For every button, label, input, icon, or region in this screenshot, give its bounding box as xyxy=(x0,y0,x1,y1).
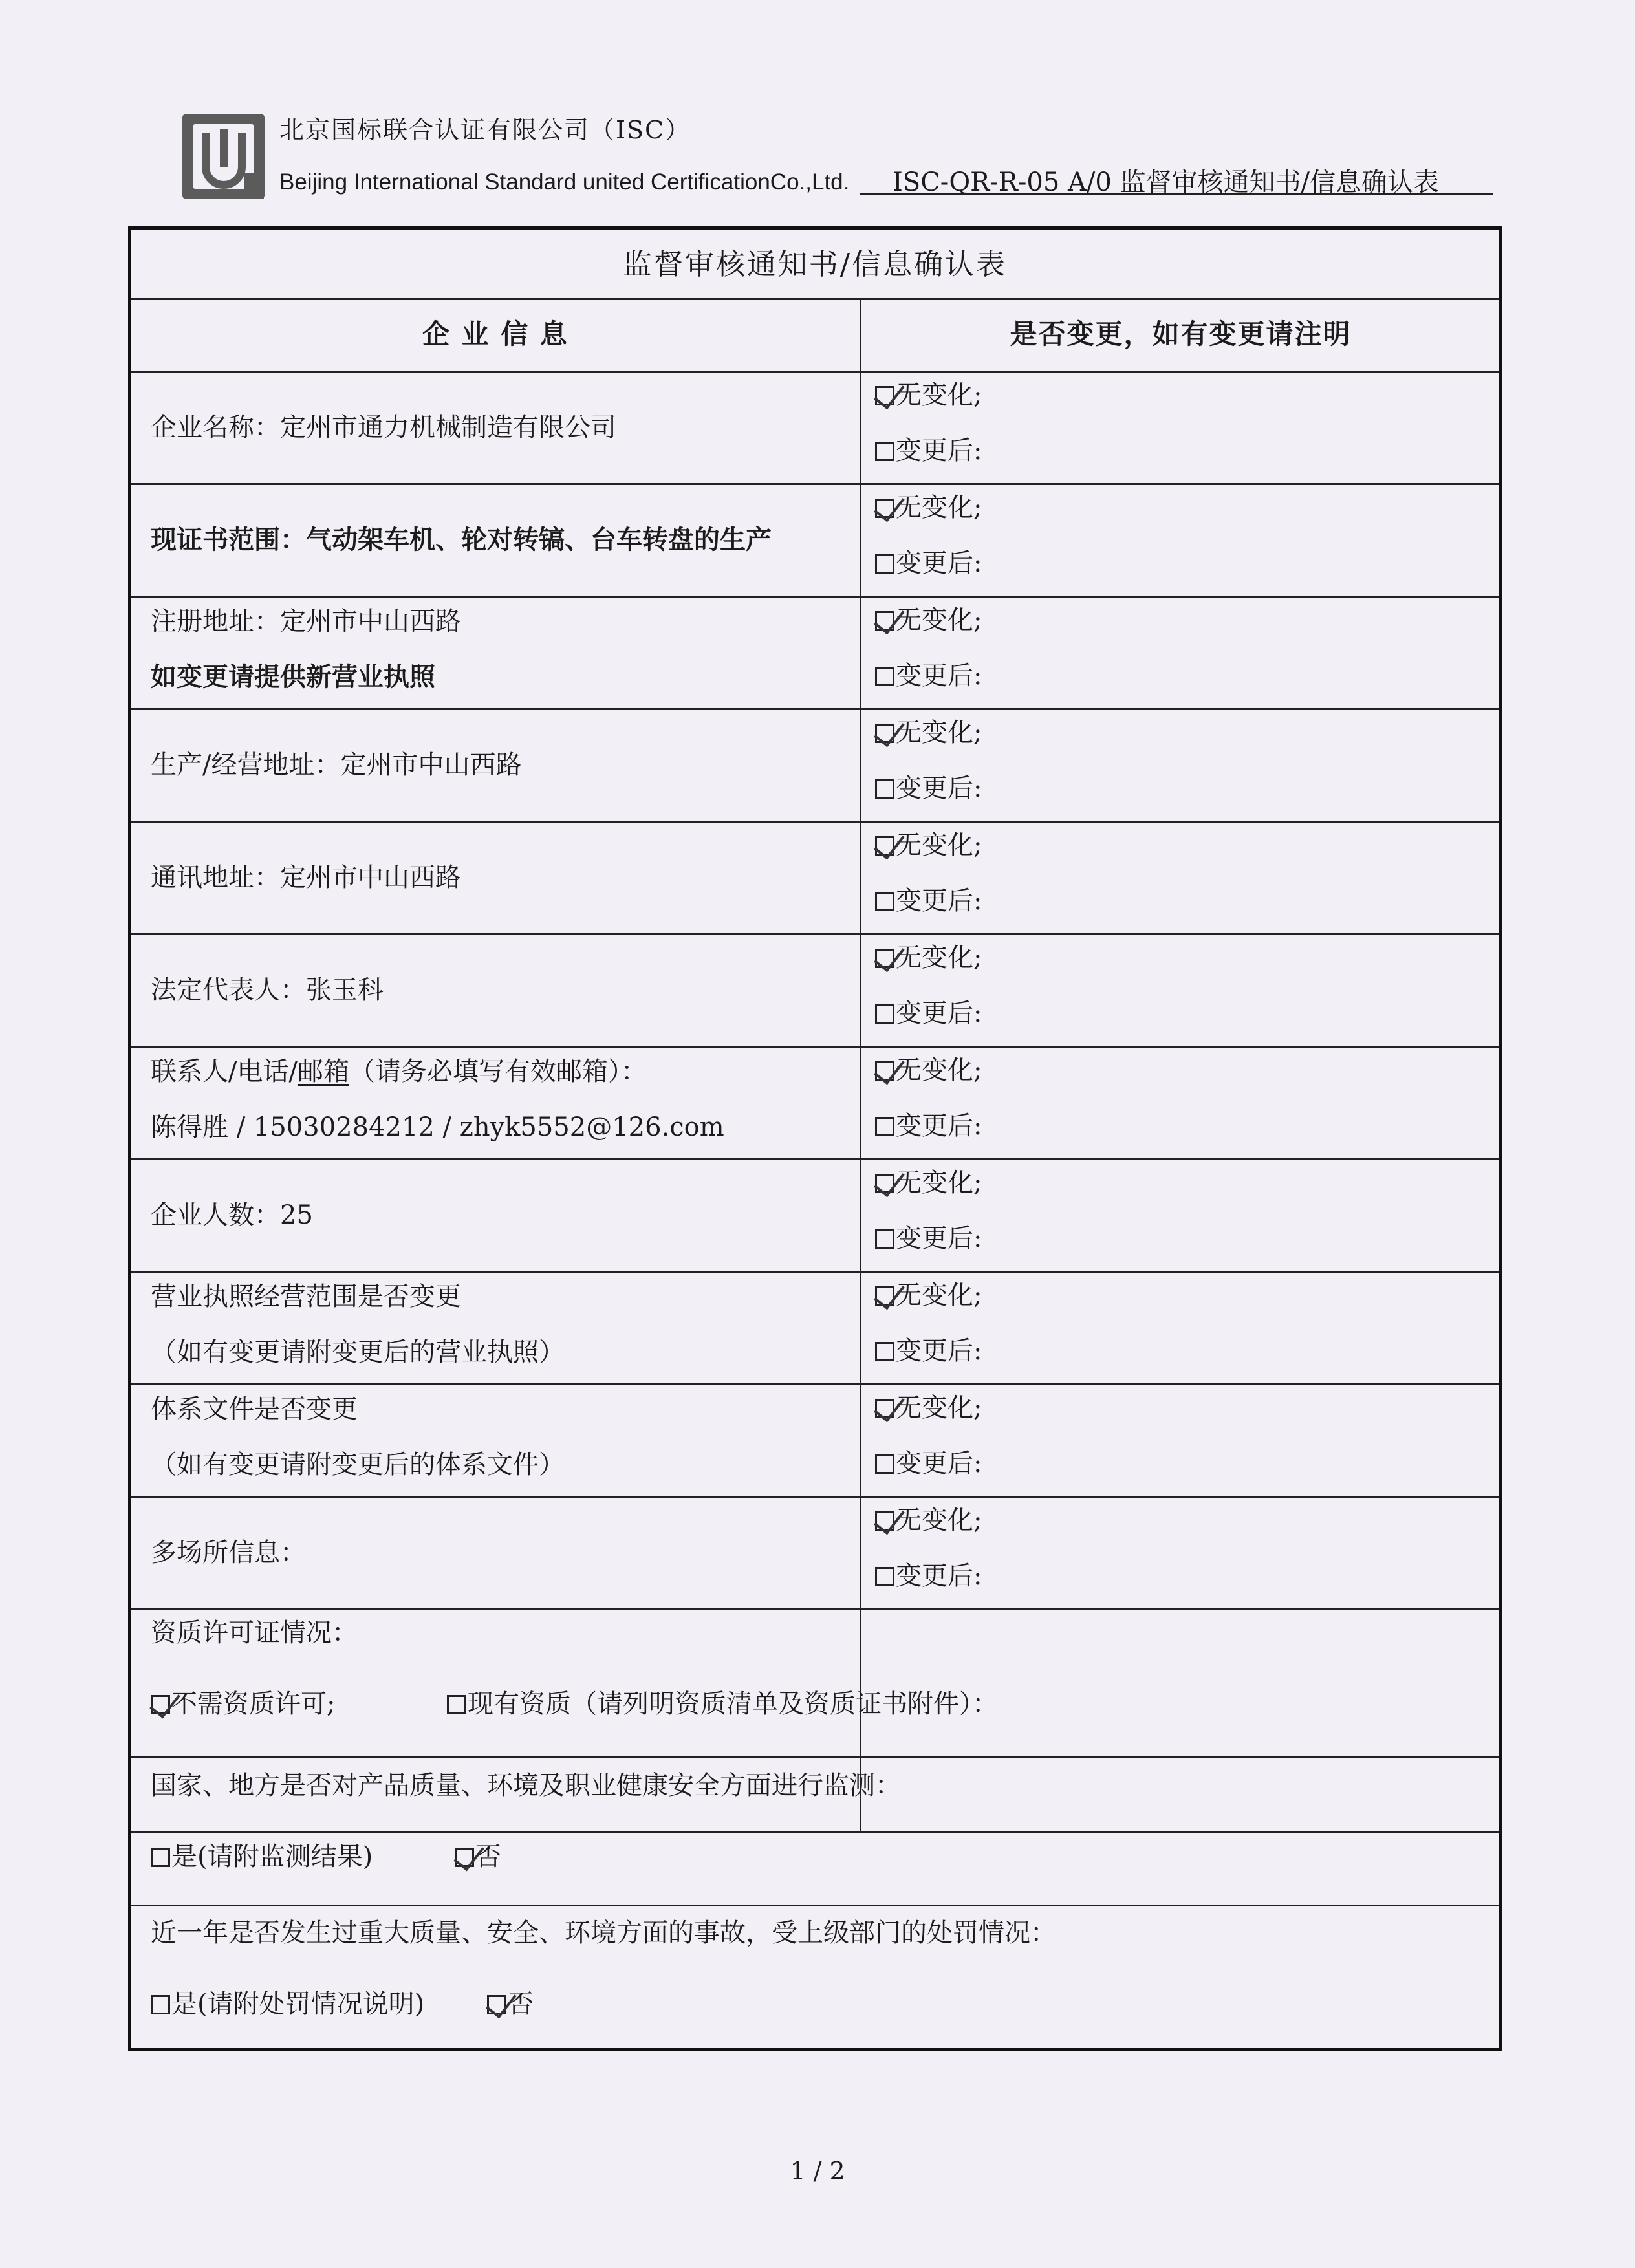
row-divider xyxy=(131,1905,1499,1906)
form-title: 监督审核通知书/信息确认表 xyxy=(622,247,1008,281)
unchanged-option[interactable]: 无变化; xyxy=(875,495,982,521)
unchanged-option[interactable]: 无变化; xyxy=(875,1282,982,1308)
checkbox-icon[interactable] xyxy=(875,499,894,518)
monitoring-title: 国家、地方是否对产品质量、环境及职业健康安全方面进行监测： xyxy=(151,1771,901,1800)
checkbox-icon[interactable] xyxy=(875,836,894,856)
changed-option[interactable]: 变更后: xyxy=(875,1563,982,1589)
has-qualification-option[interactable]: 现有资质（请列明资质清单及资质证书附件）： xyxy=(447,1691,998,1717)
incidents-yes-option[interactable]: 是(请附处罚情况说明) xyxy=(151,1991,424,2017)
unchanged-option[interactable]: 无变化; xyxy=(875,1057,982,1083)
checkbox-icon[interactable] xyxy=(875,1399,894,1418)
company-name: 企业名称：定州市通力机械制造有限公司 xyxy=(151,413,616,442)
monitoring-no-option[interactable]: 否 xyxy=(455,1844,501,1870)
row-divider xyxy=(131,1608,1499,1610)
checkbox-icon[interactable] xyxy=(487,1995,506,2014)
checkbox-icon[interactable] xyxy=(875,442,894,461)
certificate-scope: 现证书范围：气动架车机、轮对转镐、台车转盘的生产 xyxy=(151,524,772,555)
checkbox-icon[interactable] xyxy=(875,386,894,405)
checkbox-icon[interactable] xyxy=(875,1567,894,1586)
changed-option[interactable]: 变更后: xyxy=(875,1113,982,1139)
header-rule xyxy=(860,193,1493,195)
qualification-title: 资质许可证情况： xyxy=(151,1618,358,1648)
checkbox-icon[interactable] xyxy=(875,611,894,631)
checkbox-icon[interactable] xyxy=(875,1454,894,1474)
multi-site-info: 多场所信息： xyxy=(151,1538,306,1568)
system-docs-change: 体系文件是否变更 xyxy=(151,1394,358,1424)
checkbox-icon[interactable] xyxy=(875,1511,894,1531)
registered-address: 注册地址：定州市中山西路 xyxy=(151,607,461,636)
column-header-company-info: 企 业 信 息 xyxy=(422,318,568,350)
column-header-change: 是否变更，如有变更请注明 xyxy=(1010,318,1352,350)
changed-option[interactable]: 变更后: xyxy=(875,1451,982,1476)
business-address: 生产/经营地址：定州市中山西路 xyxy=(151,750,522,780)
row-divider xyxy=(131,1831,1499,1833)
column-divider xyxy=(860,298,861,1831)
checkbox-icon[interactable] xyxy=(875,892,894,911)
row-divider xyxy=(131,1271,1499,1273)
row-divider xyxy=(131,708,1499,710)
checkbox-icon[interactable] xyxy=(151,1695,170,1714)
no-qualification-option[interactable]: 不需资质许可; xyxy=(151,1691,335,1717)
unchanged-option[interactable]: 无变化; xyxy=(875,382,982,408)
contact-info: 陈得胜 / 15030284212 / zhyk5552@126.com xyxy=(151,1112,724,1142)
system-docs-note: （如有变更请附变更后的体系文件） xyxy=(151,1450,565,1480)
checkbox-icon[interactable] xyxy=(875,1004,894,1024)
incidents-title: 近一年是否发生过重大质量、安全、环境方面的事故，受上级部门的处罚情况： xyxy=(151,1918,1056,1948)
unchanged-option[interactable]: 无变化; xyxy=(875,1170,982,1196)
changed-option[interactable]: 变更后: xyxy=(875,1000,982,1026)
divider xyxy=(131,371,1499,373)
legal-representative: 法定代表人：张玉科 xyxy=(151,975,384,1005)
unchanged-option[interactable]: 无变化; xyxy=(875,945,982,971)
contact-label: 联系人/电话/邮箱（请务必填写有效邮箱）： xyxy=(151,1057,647,1086)
checkbox-icon[interactable] xyxy=(875,949,894,968)
checkbox-icon[interactable] xyxy=(875,554,894,574)
checkbox-icon[interactable] xyxy=(875,1117,894,1136)
row-divider xyxy=(131,596,1499,598)
changed-option[interactable]: 变更后: xyxy=(875,775,982,801)
checkbox-icon[interactable] xyxy=(875,1061,894,1081)
employee-count: 企业人数：25 xyxy=(151,1200,313,1230)
changed-option[interactable]: 变更后: xyxy=(875,550,982,576)
info-confirmation-form xyxy=(128,226,1502,2051)
row-divider xyxy=(131,933,1499,935)
changed-option[interactable]: 变更后: xyxy=(875,1226,982,1251)
checkbox-icon[interactable] xyxy=(151,1848,170,1867)
changed-option[interactable]: 变更后: xyxy=(875,888,982,914)
unchanged-option[interactable]: 无变化; xyxy=(875,1507,982,1533)
registered-address-note: 如变更请提供新营业执照 xyxy=(151,662,435,692)
monitoring-yes-option[interactable]: 是(请附监测结果) xyxy=(151,1844,373,1870)
row-divider xyxy=(131,1383,1499,1385)
checkbox-icon[interactable] xyxy=(447,1695,466,1714)
row-divider xyxy=(131,821,1499,823)
changed-option[interactable]: 变更后: xyxy=(875,438,982,464)
row-divider xyxy=(131,1158,1499,1160)
checkbox-icon[interactable] xyxy=(875,779,894,799)
changed-option[interactable]: 变更后: xyxy=(875,663,982,689)
unchanged-option[interactable]: 无变化; xyxy=(875,832,982,858)
checkbox-icon[interactable] xyxy=(875,1174,894,1193)
incidents-no-option[interactable]: 否 xyxy=(487,1991,534,2017)
document-code: ISC-QR-R-05 A/0 监督审核通知书/信息确认表 xyxy=(893,167,1439,197)
checkbox-icon[interactable] xyxy=(875,724,894,743)
checkbox-icon[interactable] xyxy=(151,1995,170,2014)
row-divider xyxy=(131,1756,1499,1758)
company-name-cn: 北京国标联合认证有限公司（ISC） xyxy=(279,116,691,144)
checkbox-icon[interactable] xyxy=(455,1848,474,1867)
row-divider xyxy=(131,483,1499,485)
license-scope-change: 营业执照经营范围是否变更 xyxy=(151,1282,461,1312)
license-scope-note: （如有变更请附变更后的营业执照） xyxy=(151,1337,565,1367)
checkbox-icon[interactable] xyxy=(875,667,894,686)
isc-logo-icon xyxy=(180,111,267,202)
checkbox-icon[interactable] xyxy=(875,1229,894,1249)
mailing-address: 通讯地址：定州市中山西路 xyxy=(151,863,461,892)
checkbox-icon[interactable] xyxy=(875,1342,894,1361)
row-divider xyxy=(131,1046,1499,1048)
unchanged-option[interactable]: 无变化; xyxy=(875,607,982,633)
company-name-en: Beijing International Standard united CertificationCo.,Ltd. xyxy=(279,169,850,195)
row-divider xyxy=(131,1496,1499,1498)
unchanged-option[interactable]: 无变化; xyxy=(875,720,982,746)
changed-option[interactable]: 变更后: xyxy=(875,1338,982,1364)
unchanged-option[interactable]: 无变化; xyxy=(875,1395,982,1421)
checkbox-icon[interactable] xyxy=(875,1286,894,1306)
page-number: 1 / 2 xyxy=(790,2157,845,2185)
